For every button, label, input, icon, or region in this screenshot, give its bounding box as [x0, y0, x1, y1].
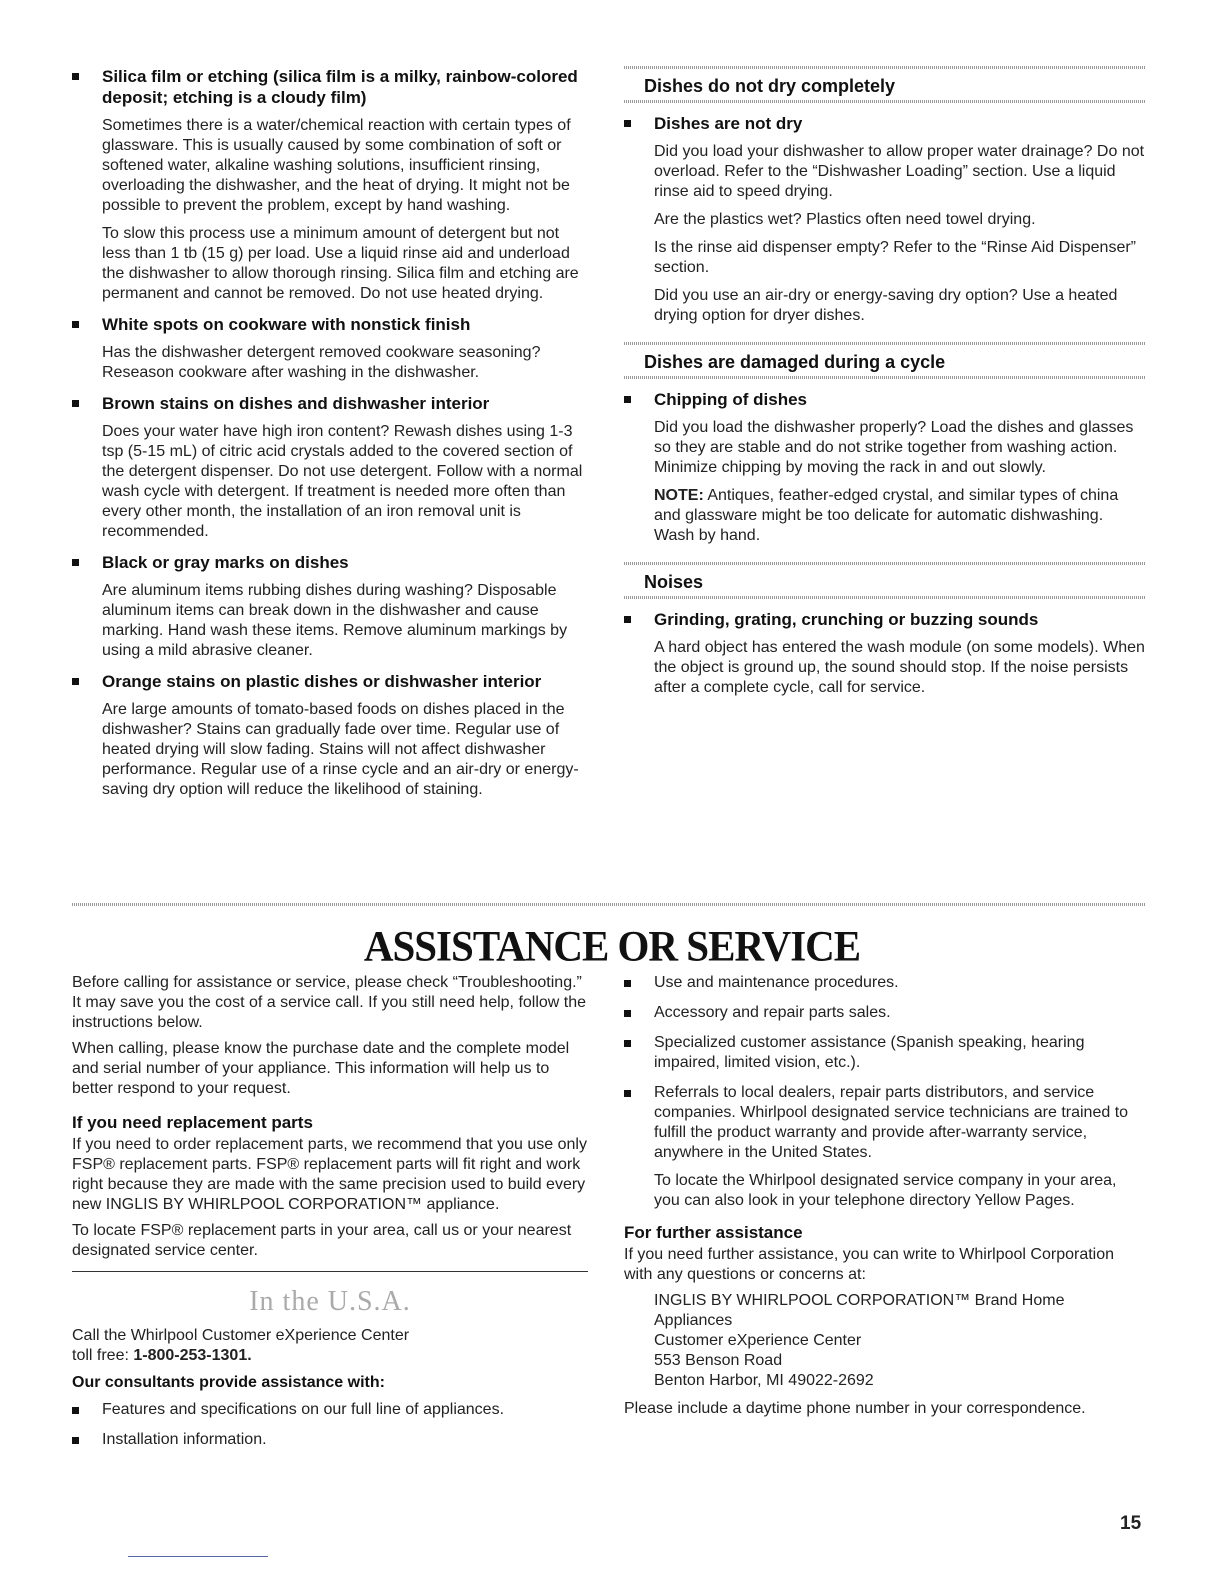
list-item: [624, 1033, 1146, 1073]
bullet-icon: [624, 980, 631, 987]
bullet-icon: [624, 1090, 631, 1097]
problem-text: A hard object has entered the wash module (on some models). When the object is ground up, the sound should stop. If the noise persists after a complete cycle, call for service.: [654, 639, 1145, 696]
problem-text: Did you use an air-dry or energy-saving dry option? Use a heated drying option for dryer dishes.: [654, 287, 1118, 324]
problem-title-text: Chipping of dishes: [654, 390, 807, 409]
problem-item: [624, 389, 1146, 546]
bullet-icon: [72, 73, 79, 80]
address-line: Customer eXperience Center: [654, 1332, 862, 1349]
address-line: 553 Benson Road: [654, 1352, 783, 1369]
list-item: [72, 1400, 588, 1420]
usa-heading: In the U.S.A.: [249, 1286, 411, 1317]
problem-text: Has the dishwasher detergent removed cookware seasoning? Reseason cookware after washing in the dishwasher.: [102, 344, 541, 381]
rule: [72, 1271, 588, 1272]
closing-text: Please include a daytime phone number in your correspondence.: [624, 1400, 1086, 1417]
toll-free-label: toll free:: [72, 1347, 134, 1364]
problem-item: [624, 609, 1146, 698]
problem-text: Is the rinse aid dispenser empty? Refer to the “Rinse Aid Dispenser” section.: [654, 239, 1137, 276]
parts-text: To locate FSP® replacement parts in your area, call us or your nearest designated service center.: [72, 1222, 572, 1259]
toll-free-line: [72, 1346, 588, 1366]
section-body: [624, 113, 1146, 326]
section-heading-text: Noises: [644, 572, 704, 592]
problem-title: [102, 671, 588, 692]
problem-item: [72, 671, 588, 800]
section-heading-text: Dishes are damaged during a cycle: [644, 352, 946, 372]
problem-item: [72, 552, 588, 661]
problem-text: Did you load your dishwasher to allow proper water drainage? Do not overload. Refer to the “Dishwasher Loading” section. Use a liquid rinse aid to speed drying.: [654, 143, 1145, 200]
list-item-text: Specialized customer assistance (Spanish speaking, hearing impaired, limited vision, etc.).: [654, 1034, 1085, 1071]
section-body: [624, 389, 1146, 546]
bullet-icon: [624, 120, 631, 127]
note-text: Antiques, feather-edged crystal, and similar types of china and glassware might be too delicate for automatic dishwashing. Wash by hand.: [654, 487, 1119, 544]
problem-text: Does your water have high iron content? Rewash dishes using 1-3 tsp (5-15 mL) of citric acid crystals added to the covered section of the detergent dispenser. Do not use detergent. Follow with a normal wash cycle with detergent. If treatment is needed more often than every other month, the installation of an iron removal unit is recommended.: [102, 423, 583, 540]
problem-text: Are large amounts of tomato-based foods on dishes placed in the dishwasher? Stains can gradually fade over time. Regular use of heated drying will slow fading. Stains will not affect dishwasher performance. Regular use of a rinse cycle and an air-dry or energy-saving dry option will reduce the likelihood of staining.: [102, 701, 579, 798]
list-item: [624, 1083, 1146, 1211]
further-text: If you need further assistance, you can write to Whirlpool Corporation with any questions or concerns at:: [624, 1246, 1115, 1283]
bullet-icon: [624, 396, 631, 403]
page-number: 15: [1120, 1513, 1142, 1534]
address-line: Benton Harbor, MI 49022-2692: [654, 1372, 874, 1389]
section-heading: [624, 342, 1146, 377]
problem-title-text: Orange stains on plastic dishes or dishwasher interior: [102, 672, 542, 691]
problem-text: To slow this process use a minimum amount of detergent but not less than 1 tb (15 g) per load. Use a liquid rinse aid and underload the dishwasher to allow thorough rinsing. Silica film and etching are permanent and cannot be removed. Do not use heated drying.: [102, 225, 579, 302]
problem-title: [102, 393, 588, 414]
intro-text: Before calling for assistance or service, please check “Troubleshooting.” It may save you the cost of a service call. If you still need help, follow the instructions below.: [72, 974, 587, 1031]
bullet-icon: [72, 1407, 79, 1414]
services-list: [624, 973, 1146, 1211]
phone-number: 1-800-253-1301.: [133, 1347, 252, 1364]
section-body: [624, 609, 1146, 698]
problem-title-text: Black or gray marks on dishes: [102, 553, 349, 572]
bullet-icon: [72, 559, 79, 566]
troubleshooting-left-column: [72, 66, 588, 800]
bullet-icon: [624, 616, 631, 623]
assistance-right-column: [624, 973, 1146, 1425]
list-item-text: Referrals to local dealers, repair parts distributors, and service companies. Whirlpool designated service technicians are trained to fulfill the product warranty and provide after-warranty service, anywhere in the United States.: [654, 1084, 1129, 1161]
problem-title-text: Silica film or etching (silica film is a milky, rainbow-colored deposit; etching is a cloudy film): [102, 67, 578, 107]
list-item-text: Features and specifications on our full line of appliances.: [102, 1401, 505, 1418]
problem-text: Sometimes there is a water/chemical reaction with certain types of glassware. This is usually caused by some combination of soft or softened water, alkaline washing solutions, insufficient rinsing, overloading the dishwasher, and the heat of drying. It might not be possible to prevent the problem, except by hand washing.: [102, 117, 571, 214]
list-item-text: Accessory and repair parts sales.: [654, 1004, 891, 1021]
further-heading: For further assistance: [624, 1223, 803, 1242]
bullet-icon: [72, 1437, 79, 1444]
troubleshooting-right-column: [624, 66, 1146, 698]
problem-title: [654, 609, 1146, 630]
problem-item: [72, 393, 588, 542]
list-item-text: Installation information.: [102, 1431, 267, 1448]
section-heading: [624, 562, 1146, 597]
problem-title-text: Grinding, grating, crunching or buzzing sounds: [654, 610, 1039, 629]
parts-heading: If you need replacement parts: [72, 1113, 313, 1132]
problem-item: [72, 314, 588, 383]
assistance-left-column: [72, 973, 588, 1450]
list-item: [624, 973, 1146, 993]
page-title: ASSISTANCE OR SERVICE: [363, 921, 861, 971]
note-label: NOTE:: [654, 487, 704, 504]
list-item: [624, 1003, 1146, 1023]
footer-rule: [128, 1556, 268, 1557]
parts-text: If you need to order replacement parts, we recommend that you use only FSP® replacement parts. FSP® replacement parts will fit right and work right because they are made with the same precision used to build every new INGLIS BY WHIRLPOOL CORPORATION™ appliance.: [72, 1136, 587, 1213]
problem-text: Are aluminum items rubbing dishes during washing? Disposable aluminum items can break down in the dishwasher and cause marking. Hand wash these items. Remove aluminum markings by using a mild abrasive cleaner.: [102, 582, 568, 659]
problem-title-text: White spots on cookware with nonstick finish: [102, 315, 471, 334]
bullet-icon: [72, 400, 79, 407]
mailing-address: [624, 1291, 1146, 1391]
address-line: INGLIS BY WHIRLPOOL CORPORATION™ Brand Home Appliances: [654, 1292, 1065, 1329]
problem-text: Did you load the dishwasher properly? Load the dishes and glasses so they are stable and do not strike together from washing action. Minimize chipping by moving the rack in and out slowly.: [654, 419, 1134, 476]
consultants-heading: Our consultants provide assistance with:: [72, 1374, 385, 1391]
problem-item: [72, 66, 588, 304]
problem-title: [102, 314, 588, 335]
bullet-icon: [624, 1040, 631, 1047]
problem-title: [654, 389, 1146, 410]
intro-text: When calling, please know the purchase date and the complete model and serial number of your appliance. This information will help us to better respond to your request.: [72, 1040, 570, 1097]
consultants-list: [72, 1400, 588, 1450]
bullet-icon: [72, 321, 79, 328]
locate-text: To locate the Whirlpool designated service company in your area, you can also look in your telephone directory Yellow Pages.: [654, 1172, 1117, 1209]
section-heading-text: Dishes do not dry completely: [644, 76, 896, 96]
list-item: [72, 1430, 588, 1450]
note: [654, 486, 1146, 546]
problem-title: [102, 66, 588, 108]
problem-title-text: Brown stains on dishes and dishwasher interior: [102, 394, 490, 413]
problem-title: [102, 552, 588, 573]
problem-title: [654, 113, 1146, 134]
section-heading: [624, 66, 1146, 101]
section-divider: [72, 903, 1146, 906]
call-text: Call the Whirlpool Customer eXperience Center: [72, 1327, 410, 1344]
list-item-text: Use and maintenance procedures.: [654, 974, 899, 991]
problem-text: Are the plastics wet? Plastics often need towel drying.: [654, 211, 1036, 228]
problem-item: [624, 113, 1146, 326]
bullet-icon: [624, 1010, 631, 1017]
bullet-icon: [72, 678, 79, 685]
problem-title-text: Dishes are not dry: [654, 114, 803, 133]
